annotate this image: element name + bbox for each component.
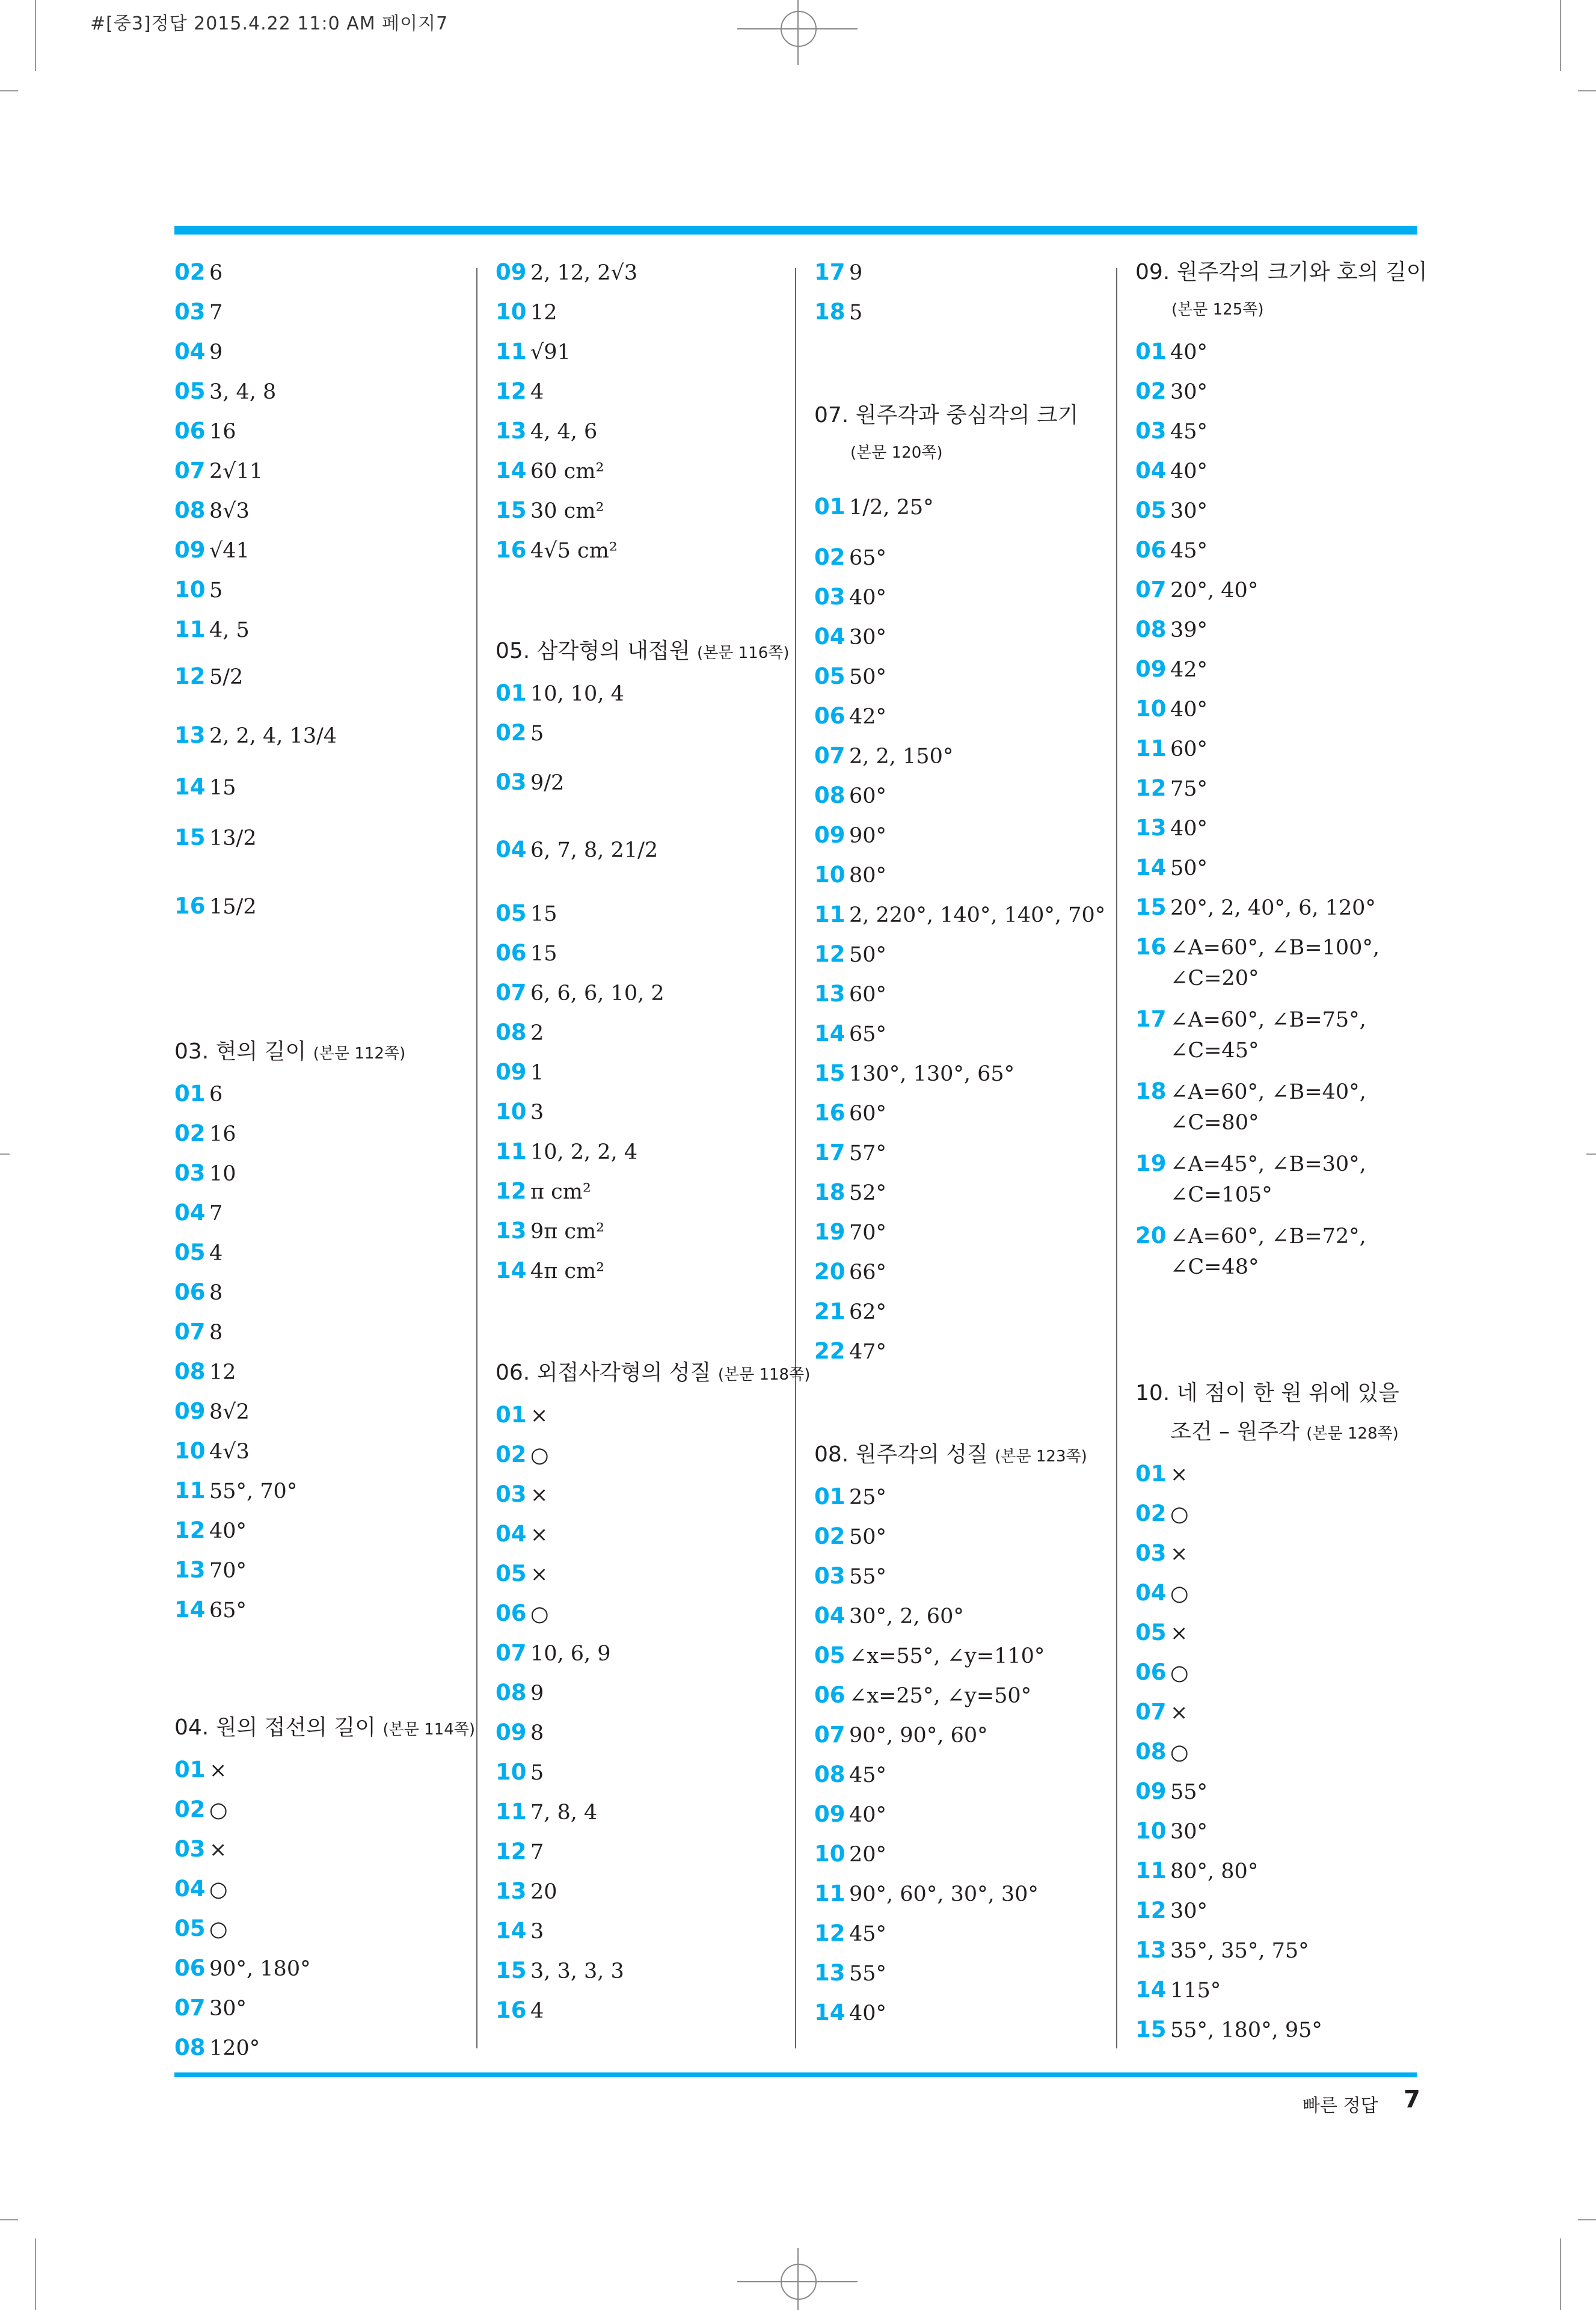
page-number: 7 [1404,2086,1420,2113]
answer-item: 03 45° [1135,418,1208,444]
answer-item: 13 2, 2, 4, 13/4 [174,722,337,748]
answer-item: 02 ○ [174,1796,228,1822]
answer-item: 10 3 [496,1099,544,1125]
answer-item: 01 × [1135,1461,1188,1487]
answer-item: 10 4√3 [174,1438,250,1464]
answer-continuation: ∠C=20° [1170,966,1259,991]
section-title-06: 06. 외접사각형의 성질 (본문 118쪽) [496,1360,811,1385]
answer-item: 05 × [496,1561,548,1587]
answer-item: 07 2√11 [174,458,263,484]
answer-item: 01 6 [174,1081,223,1107]
answer-item: 14 115° [1135,1977,1221,2003]
section-title-04: 04. 원의 접선의 길이 (본문 114쪽) [174,1715,475,1740]
answer-item: 18 5 [814,299,863,325]
answer-item: 02 ○ [1135,1501,1189,1526]
answer-item: 16 ∠A=60°, ∠B=100°, [1135,934,1380,960]
answer-item: 13 20 [496,1878,557,1904]
answer-item: 14 50° [1135,855,1208,880]
section-title-08: 08. 원주각의 성질 (본문 123쪽) [814,1442,1087,1467]
answer-item: 05 50° [814,663,887,689]
answer-item: 03 55° [814,1563,887,1589]
answer-item: 08 39° [1135,616,1208,642]
answer-item: 13 9π cm² [496,1218,605,1244]
answer-item: 11 √91 [496,339,571,364]
answer-item: 09 55° [1135,1778,1208,1804]
answer-item: 09 √41 [174,537,250,563]
crop-mark [1578,90,1596,91]
answer-item: 04 30° [814,624,887,650]
answer-item: 04 × [496,1521,548,1547]
answer-item: 09 8 [496,1719,544,1745]
section-title-09: 09. 원주각의 크기와 호의 길이 [1135,260,1428,284]
answer-item: 01 × [174,1757,227,1783]
answer-item: 03 10 [174,1160,236,1186]
answer-item: 06 ○ [496,1600,549,1626]
section-title-05: 05. 삼각형의 내접원 (본문 116쪽) [496,639,790,663]
answer-item: 04 30°, 2, 60° [814,1603,964,1629]
answer-item: 17 ∠A=60°, ∠B=75°, [1135,1006,1366,1032]
crop-mark [35,2238,36,2310]
answer-item: 10 12 [496,299,557,325]
answer-item: 02 30° [1135,378,1208,404]
answer-item: 04 40° [1135,458,1208,484]
answer-item: 10 5 [174,577,223,603]
answer-item: 10 40° [1135,696,1208,722]
answer-item: 10 80° [814,862,887,888]
answer-item: 17 57° [814,1140,887,1166]
bottom-rule [174,2072,1417,2077]
answer-item: 14 60 cm² [496,458,604,484]
answer-item: 08 120° [174,2035,260,2060]
answer-item: 06 42° [814,703,887,729]
answer-item: 05 ∠x=55°, ∠y=110° [814,1642,1045,1668]
answer-item: 18 52° [814,1179,887,1205]
answer-item: 03 × [496,1481,548,1507]
answer-item: 12 50° [814,941,887,967]
answer-item: 12 7 [496,1838,544,1864]
answer-item: 10 30° [1135,1818,1208,1844]
answer-item: 03 9/2 [496,769,565,795]
answer-continuation: ∠C=80° [1170,1111,1259,1135]
answer-item: 12 75° [1135,775,1208,801]
answer-item: 10 5 [496,1759,544,1785]
answer-item: 10 20° [814,1841,887,1867]
section-title-07: 07. 원주각과 중심각의 크기 [814,403,1079,428]
answer-item: 15 3, 3, 3, 3 [496,1958,624,1983]
crop-mark [0,2219,18,2220]
answer-item: 09 42° [1135,656,1208,682]
answer-item: 15 13/2 [174,825,257,850]
section-title-10-line2: 조건 – 원주각 (본문 128쪽) [1170,1419,1399,1444]
answer-item: 22 47° [814,1338,887,1364]
answer-item: 05 30° [1135,497,1208,523]
answer-item: 12 40° [174,1517,247,1543]
answer-item: 13 55° [814,1960,887,1986]
answer-item: 03 7 [174,299,223,325]
answer-item: 03 × [174,1836,227,1862]
answer-item: 11 10, 2, 2, 4 [496,1138,638,1164]
answer-item: 01 25° [814,1484,887,1510]
section-title-03: 03. 현의 길이 (본문 112쪽) [174,1039,406,1064]
answer-item: 01 1/2, 25° [814,494,934,520]
answer-item: 14 40° [814,2000,887,2026]
answer-item: 05 4 [174,1239,223,1265]
answer-continuation: ∠C=105° [1170,1183,1272,1207]
answer-item: 06 8 [174,1279,223,1305]
column-divider [795,268,796,2048]
section-note-09: (본문 125쪽) [1171,301,1264,319]
answer-item: 06 15 [496,940,557,966]
registration-line [797,0,799,65]
answer-continuation: ∠C=48° [1170,1255,1259,1279]
answer-item: 13 60° [814,981,887,1007]
answer-item: 08 12 [174,1359,236,1384]
column-divider [1116,268,1117,2048]
answer-item: 16 4 [496,1997,544,2023]
answer-item: 03 × [1135,1540,1188,1566]
answer-item: 05 ○ [174,1915,228,1941]
answer-item: 08 60° [814,782,887,808]
answer-item: 14 3 [496,1918,544,1944]
answer-item: 08 45° [814,1762,887,1787]
answer-item: 02 50° [814,1523,887,1549]
answer-item: 01 × [496,1402,548,1428]
answer-item: 15 30 cm² [496,497,604,523]
answer-item: 04 6, 7, 8, 21/2 [496,837,658,862]
answer-item: 20 66° [814,1259,887,1285]
answer-item: 18 ∠A=60°, ∠B=40°, [1135,1078,1366,1104]
crop-mark [1578,2219,1596,2220]
footer-label: 빠른 정답 [1303,2095,1378,2116]
answer-continuation: ∠C=45° [1170,1039,1259,1063]
answer-item: 11 4, 5 [174,616,250,642]
answer-item: 04 7 [174,1200,223,1226]
answer-item: 07 10, 6, 9 [496,1640,611,1666]
answer-item: 08 ○ [1135,1739,1189,1765]
crop-mark [0,1153,10,1155]
answer-item: 09 1 [496,1059,544,1085]
answer-item: 06 16 [174,418,236,444]
answer-item: 05 15 [496,900,557,926]
answer-item: 08 8√3 [174,497,250,523]
answer-item: 03 40° [814,584,887,610]
answer-item: 15 20°, 2, 40°, 6, 120° [1135,894,1376,920]
crop-mark [1560,0,1561,71]
answer-item: 07 6, 6, 6, 10, 2 [496,980,664,1006]
answer-item: 06 45° [1135,537,1208,563]
answer-item: 13 40° [1135,815,1208,841]
answer-item: 14 15 [174,774,236,800]
answer-item: 06 ∠x=25°, ∠y=50° [814,1682,1032,1708]
answer-item: 12 π cm² [496,1178,591,1204]
answer-item: 20 ∠A=60°, ∠B=72°, [1135,1223,1366,1249]
answer-item: 05 3, 4, 8 [174,378,277,404]
answer-item: 01 10, 10, 4 [496,680,624,706]
answer-item: 06 90°, 180° [174,1955,311,1981]
answer-item: 16 60° [814,1100,887,1126]
answer-item: 07 90°, 90°, 60° [814,1722,988,1748]
answer-item: 07 20°, 40° [1135,577,1259,603]
answer-item: 12 45° [814,1920,887,1946]
answer-item: 11 80°, 80° [1135,1858,1259,1884]
answer-item: 08 9 [496,1680,544,1706]
answer-item: 04 ○ [1135,1580,1189,1606]
answer-item: 12 4 [496,378,544,404]
answer-item: 09 2, 12, 2√3 [496,259,638,285]
answer-item: 09 8√2 [174,1398,250,1424]
answer-item: 12 5/2 [174,663,244,689]
crop-mark [35,0,36,71]
section-title-10: 10. 네 점이 한 원 위에 있을 [1135,1381,1399,1405]
answer-item: 15 55°, 180°, 95° [1135,2017,1322,2042]
answer-item: 01 40° [1135,339,1208,364]
answer-item: 02 6 [174,259,223,285]
answer-item: 19 ∠A=45°, ∠B=30°, [1135,1150,1366,1176]
print-header: #[중3]정답 2015.4.22 11:0 AM 페이지7 [90,13,449,34]
answer-item: 04 ○ [174,1876,228,1902]
answer-item: 11 2, 220°, 140°, 140°, 70° [814,902,1106,927]
registration-line [797,2248,799,2310]
answer-item: 12 30° [1135,1897,1208,1923]
answer-item: 19 70° [814,1219,887,1245]
answer-item: 06 ○ [1135,1659,1189,1685]
answer-item: 02 5 [496,720,544,746]
answer-item: 13 4, 4, 6 [496,418,598,444]
answer-item: 07 30° [174,1995,247,2021]
section-note-07: (본문 120쪽) [850,444,943,462]
top-rule [174,226,1417,235]
answer-item: 16 4√5 cm² [496,537,618,563]
answer-item: 17 9 [814,259,863,285]
answer-item: 21 62° [814,1298,887,1324]
answer-item: 11 60° [1135,736,1208,761]
answer-item: 04 9 [174,339,223,364]
answer-item: 07 8 [174,1319,223,1345]
answer-item: 08 2 [496,1019,544,1045]
answer-item: 14 65° [174,1597,247,1623]
answer-item: 14 4π cm² [496,1258,605,1283]
column-divider [476,268,477,2048]
answer-item: 11 90°, 60°, 30°, 30° [814,1881,1039,1906]
answer-item: 07 × [1135,1699,1188,1725]
answer-item: 07 2, 2, 150° [814,743,954,769]
answer-item: 16 15/2 [174,893,257,919]
answer-item: 11 7, 8, 4 [496,1799,598,1825]
answer-item: 02 65° [814,544,887,570]
answer-item: 09 40° [814,1801,887,1827]
crop-mark [1560,2238,1561,2310]
answer-item: 05 × [1135,1620,1188,1645]
crop-mark [0,90,18,91]
answer-item: 09 90° [814,822,887,848]
answer-item: 11 55°, 70° [174,1478,298,1504]
answer-item: 15 130°, 130°, 65° [814,1060,1015,1086]
crop-mark [1586,1153,1596,1155]
answer-item: 13 70° [174,1557,247,1583]
answer-item: 13 35°, 35°, 75° [1135,1937,1309,1963]
answer-item: 14 65° [814,1021,887,1046]
answer-item: 02 16 [174,1120,236,1146]
answer-item: 02 ○ [496,1442,549,1467]
